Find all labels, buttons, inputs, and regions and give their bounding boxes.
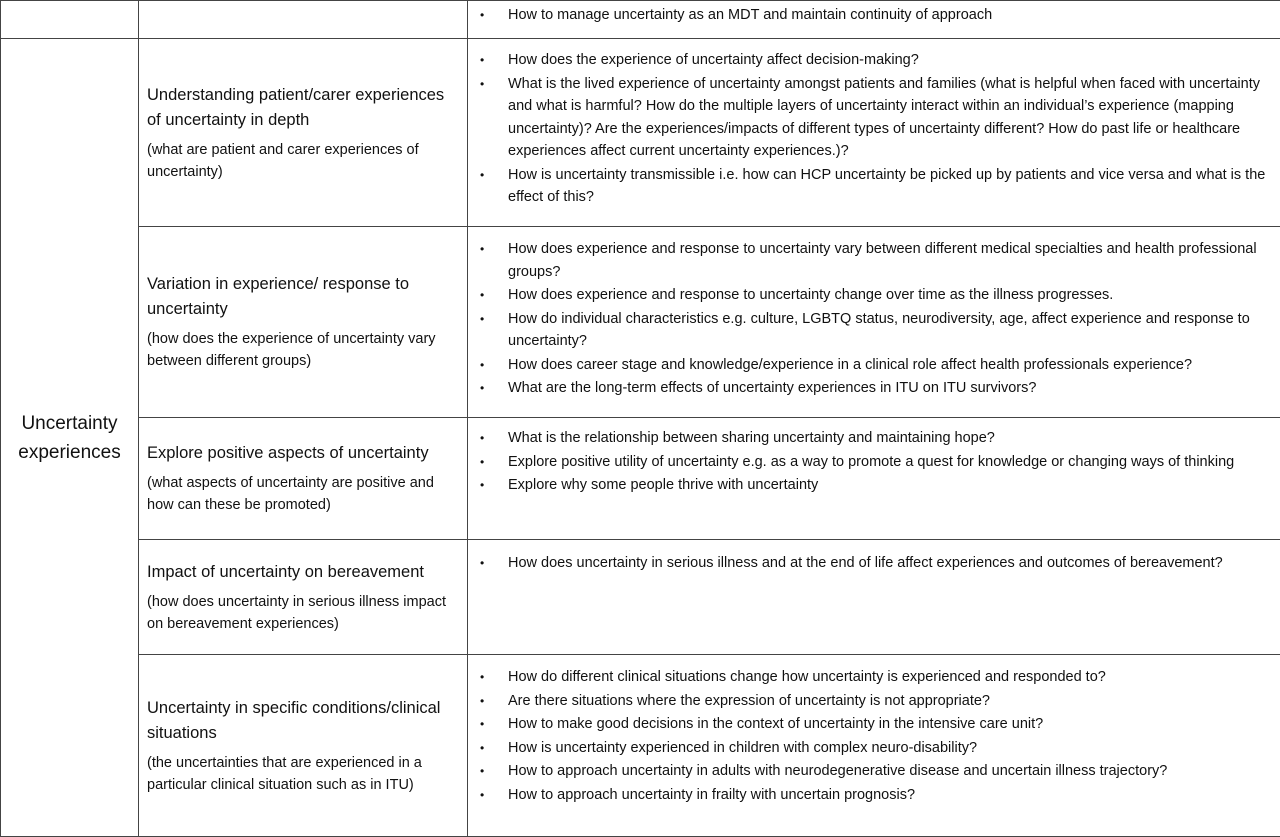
question-item bbox=[468, 713, 1272, 736]
question-text: How to approach uncertainty in adults with neurodegenerative disease and uncertain illness trajectory? bbox=[508, 763, 1167, 779]
subtheme-title: Understanding patient/carer experiences of uncertainty in depth bbox=[147, 83, 459, 133]
theme-cell-empty bbox=[1, 1, 139, 39]
question-text: Are there situations where the expression of uncertainty is not appropriate? bbox=[508, 693, 990, 709]
question-list bbox=[468, 4, 1272, 27]
subtheme-cell-empty bbox=[139, 1, 468, 39]
questions-cell bbox=[468, 655, 1280, 837]
question-item bbox=[468, 451, 1272, 474]
question-text: How does experience and response to uncertainty change over time as the illness progresses. bbox=[508, 287, 1113, 303]
subtheme-cell bbox=[139, 655, 468, 837]
question-item bbox=[468, 4, 1272, 27]
table-row bbox=[1, 540, 1280, 655]
question-text: Explore why some people thrive with uncertainty bbox=[508, 477, 818, 493]
table-row bbox=[1, 227, 1280, 418]
question-text: How does experience and response to uncertainty vary between different medical specialties and health professional groups? bbox=[508, 241, 1257, 280]
question-item bbox=[468, 354, 1272, 377]
table-row bbox=[1, 418, 1280, 540]
question-item bbox=[468, 737, 1272, 760]
table-row bbox=[1, 39, 1280, 227]
subtheme-description: (how does the experience of uncertainty vary between different groups) bbox=[147, 328, 459, 372]
bullet-icon: • bbox=[480, 784, 484, 807]
bullet-icon: • bbox=[480, 713, 484, 736]
question-text: What is the relationship between sharing uncertainty and maintaining hope? bbox=[508, 430, 995, 446]
subtheme-title: Variation in experience/ response to uncertainty bbox=[147, 272, 459, 322]
table-row bbox=[1, 1, 1280, 39]
question-list bbox=[468, 427, 1272, 497]
bullet-icon: • bbox=[480, 552, 484, 575]
questions-cell bbox=[468, 39, 1280, 227]
bullet-icon: • bbox=[480, 284, 484, 307]
subtheme-cell bbox=[139, 39, 468, 227]
bullet-icon: • bbox=[480, 238, 484, 261]
subtheme-cell bbox=[139, 418, 468, 540]
question-text: How does career stage and knowledge/experience in a clinical role affect health professionals experience? bbox=[508, 357, 1192, 373]
bullet-icon: • bbox=[480, 164, 484, 187]
subtheme-description: (the uncertainties that are experienced in a particular clinical situation such as in ITU) bbox=[147, 752, 459, 796]
bullet-icon: • bbox=[480, 354, 484, 377]
bullet-icon: • bbox=[480, 377, 484, 400]
question-text: How do different clinical situations change how uncertainty is experienced and responded to? bbox=[508, 669, 1106, 685]
subtheme-title: Uncertainty in specific conditions/clinical situations bbox=[147, 696, 459, 746]
bullet-icon: • bbox=[480, 760, 484, 783]
question-text: What is the lived experience of uncertainty amongst patients and families (what is helpful when faced with uncertainty and what is harmful? How do the multiple layers of uncertainty interact within an individual’s experience (mapping uncertainty)? Are the experiences/impacts of different types of uncertainty different? How do past life or healthcare experiences affect current uncertainty experiences.)? bbox=[508, 76, 1260, 160]
question-text: Explore positive utility of uncertainty e.g. as a way to promote a quest for knowledge or changing ways of thinking bbox=[508, 454, 1234, 470]
subtheme-cell bbox=[139, 227, 468, 418]
bullet-icon: • bbox=[480, 666, 484, 689]
bullet-icon: • bbox=[480, 737, 484, 760]
question-item bbox=[468, 666, 1272, 689]
subtheme-description: (what aspects of uncertainty are positive and how can these be promoted) bbox=[147, 472, 459, 516]
question-list bbox=[468, 49, 1272, 209]
bullet-icon: • bbox=[480, 308, 484, 331]
question-item bbox=[468, 284, 1272, 307]
theme-cell bbox=[1, 39, 139, 837]
bullet-icon: • bbox=[480, 73, 484, 96]
question-text: How to approach uncertainty in frailty with uncertain prognosis? bbox=[508, 787, 915, 803]
question-text: How does the experience of uncertainty affect decision-making? bbox=[508, 52, 919, 68]
bullet-icon: • bbox=[480, 49, 484, 72]
bullet-icon: • bbox=[480, 451, 484, 474]
question-item bbox=[468, 377, 1272, 400]
questions-cell bbox=[468, 1, 1280, 39]
table-row bbox=[1, 655, 1280, 837]
bullet-icon: • bbox=[480, 690, 484, 713]
subtheme-description: (how does uncertainty in serious illness impact on bereavement experiences) bbox=[147, 591, 459, 635]
question-item bbox=[468, 164, 1272, 209]
bullet-icon: • bbox=[480, 4, 484, 27]
question-item bbox=[468, 308, 1272, 353]
question-item bbox=[468, 73, 1272, 163]
bullet-icon: • bbox=[480, 474, 484, 497]
question-list bbox=[468, 666, 1272, 806]
questions-cell bbox=[468, 540, 1280, 655]
question-item bbox=[468, 760, 1272, 783]
theme-label: Uncertainty experiences bbox=[18, 413, 120, 463]
subtheme-description: (what are patient and carer experiences of uncertainty) bbox=[147, 139, 459, 183]
question-item bbox=[468, 238, 1272, 283]
bullet-icon: • bbox=[480, 427, 484, 450]
question-text: How to make good decisions in the context of uncertainty in the intensive care unit? bbox=[508, 716, 1043, 732]
question-item bbox=[468, 784, 1272, 807]
question-item bbox=[468, 49, 1272, 72]
question-item bbox=[468, 427, 1272, 450]
question-text: How is uncertainty experienced in children with complex neuro-disability? bbox=[508, 740, 977, 756]
question-item bbox=[468, 552, 1272, 575]
question-text: What are the long-term effects of uncertainty experiences in ITU on ITU survivors? bbox=[508, 380, 1036, 396]
questions-cell bbox=[468, 227, 1280, 418]
question-item bbox=[468, 690, 1272, 713]
question-text: How does uncertainty in serious illness and at the end of life affect experiences and outcomes of bereavement? bbox=[508, 555, 1223, 571]
questions-cell bbox=[468, 418, 1280, 540]
question-text: How is uncertainty transmissible i.e. how can HCP uncertainty be picked up by patients and vice versa and what is the effect of this? bbox=[508, 167, 1265, 206]
question-item bbox=[468, 474, 1272, 497]
question-text: How do individual characteristics e.g. culture, LGBTQ status, neurodiversity, age, affect experience and response to uncertainty? bbox=[508, 311, 1250, 350]
subtheme-title: Impact of uncertainty on bereavement bbox=[147, 560, 459, 585]
question-text: How to manage uncertainty as an MDT and maintain continuity of approach bbox=[508, 7, 992, 23]
question-list bbox=[468, 238, 1272, 400]
question-list bbox=[468, 552, 1272, 575]
subtheme-title: Explore positive aspects of uncertainty bbox=[147, 441, 459, 466]
subtheme-cell bbox=[139, 540, 468, 655]
